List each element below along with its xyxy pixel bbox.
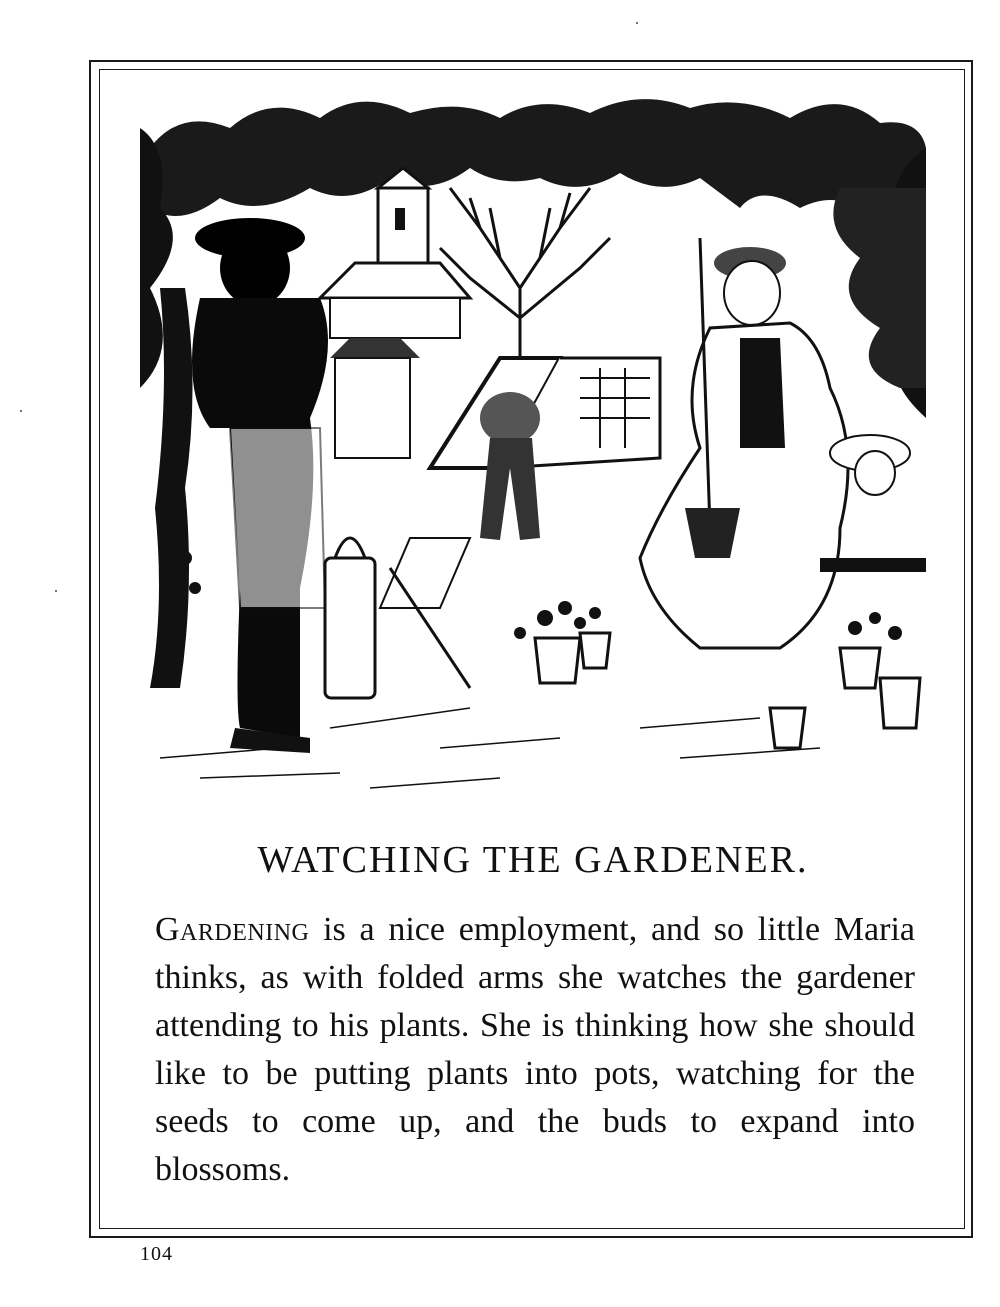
engraving-icon [140,88,926,800]
page-number: 104 [140,1243,173,1265]
garden-engraving-illustration [140,88,926,800]
body-text: is a nice employment, and so little Maria thinks, as with folded arms she watches the gardener attending to his plants. She is thinking how she should like to be putting plants into pots, watching for the seeds to come up, and the buds to expand into blossoms. [155,911,915,1188]
body-paragraph [155,906,915,1194]
body-lead-word: Gardening [155,911,310,948]
speck [636,22,638,24]
speck [55,590,57,592]
page-title: WATCHING THE GARDENER. [257,839,809,881]
speck [20,410,22,412]
